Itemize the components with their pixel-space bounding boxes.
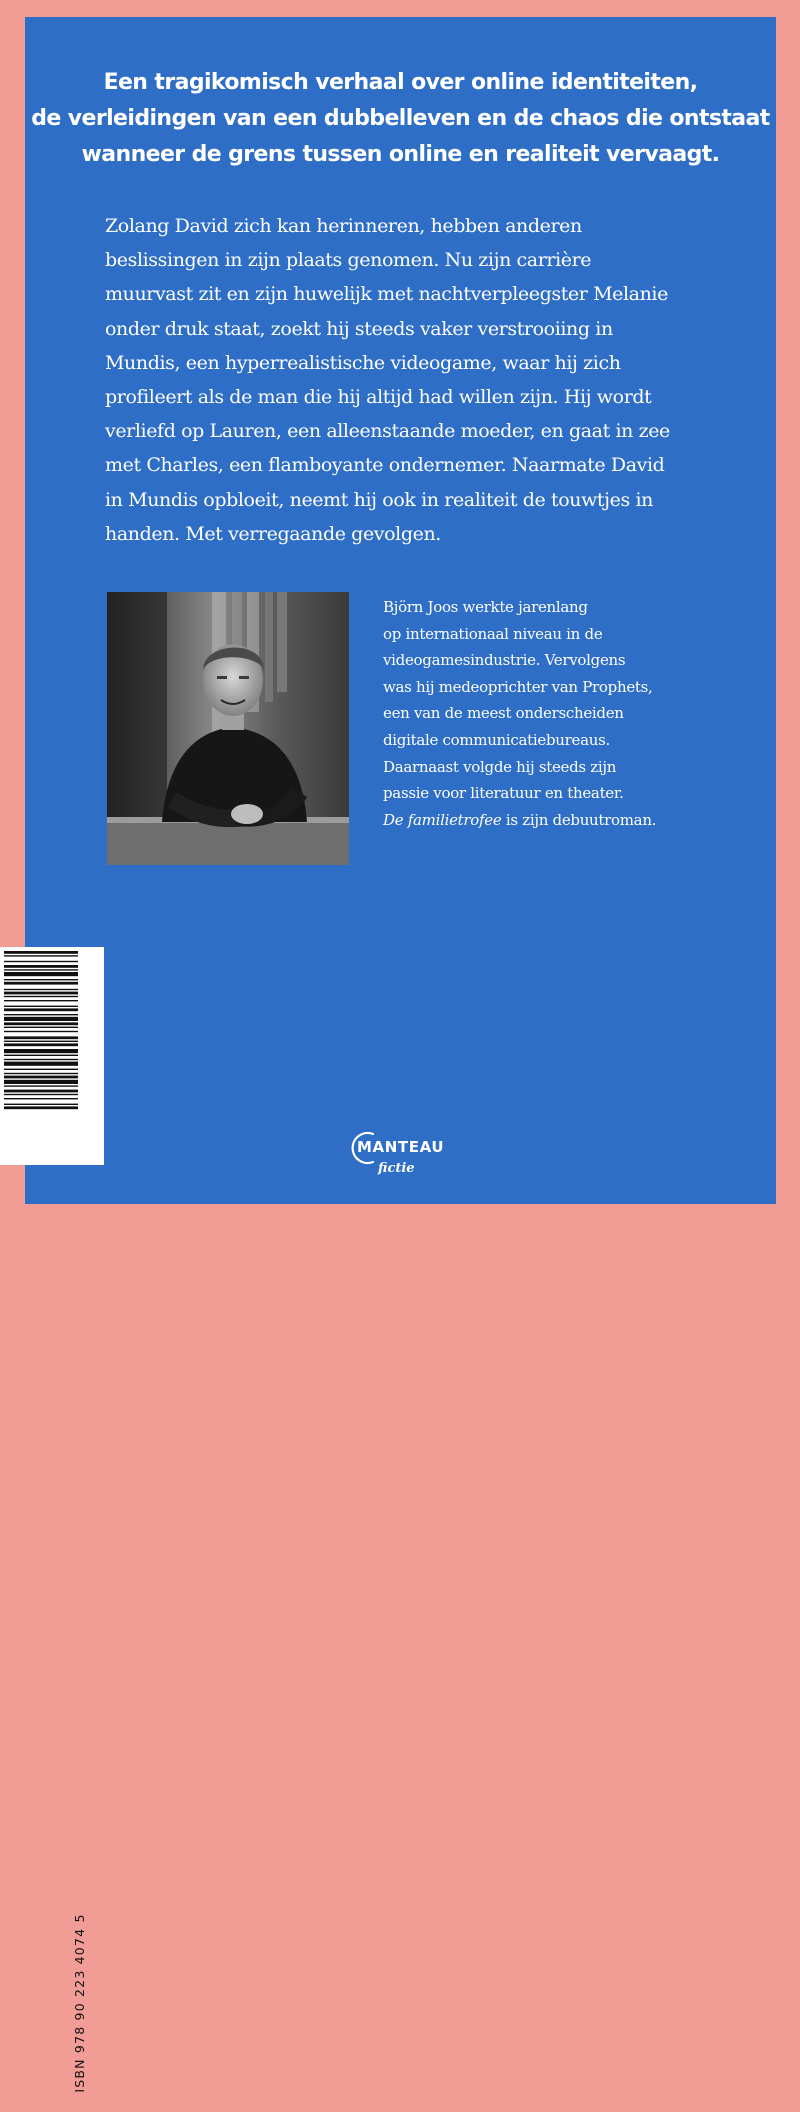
tagline-line: wanneer de grens tussen online en realiteit vervaagt. [81,142,720,167]
author-bio-line: op internationaal niveau in de [383,624,603,643]
synopsis-line: onder druk staat, zoekt hij steeds vaker verstrooiing in [105,317,613,340]
author-bio-line: digitale communicatiebureaus. [383,730,610,749]
author-photo [107,592,349,865]
barcode-icon [0,947,104,1165]
author-bio [383,594,713,833]
author-bio-line-rest: is zijn debuutroman. [501,810,657,829]
author-bio-line: was hij medeoprichter van Prophets, [383,677,653,696]
synopsis-line: in Mundis opbloeit, neemt hij ook in realiteit de touwtjes in [105,488,654,511]
synopsis-line: beslissingen in zijn plaats genomen. Nu zijn carrière [105,249,592,272]
synopsis-line: handen. Met verregaande gevolgen. [105,522,441,545]
back-cover [25,17,776,1204]
tagline-line: de verleidingen van een dubbelleven en de chaos die ontstaat [31,106,770,131]
synopsis-line: met Charles, een flamboyante ondernemer. Naarmate David [105,454,665,477]
tagline-line: Een tragikomisch verhaal over online identiteiten, [103,70,698,95]
book-title: De familietrofee [383,810,502,829]
author-bio-line: videogamesindustrie. Vervolgens [383,651,626,670]
synopsis-line: Zolang David zich kan herinneren, hebben anderen [105,215,582,237]
author-bio-line: Björn Joos werkte jarenlang [383,598,588,616]
publisher-imprint: fictie [378,1161,415,1176]
author-bio-line: een van de meest onderscheiden [383,704,624,723]
synopsis-line: muurvast zit en zijn huwelijk met nachtverpleegster Melanie [105,283,668,306]
tagline [25,65,776,173]
isbn-number: ISBN 978 90 223 4074 5 [72,1913,87,2093]
author-bio-line: passie voor literatuur en theater. [383,784,624,803]
author-bio-last-line [383,807,713,834]
synopsis-line: Mundis, een hyperrealistische videogame, waar hij zich [105,351,621,374]
synopsis [105,209,705,551]
publisher-logo [345,1128,455,1198]
isbn-barcode [0,947,104,2093]
publisher-name: MANTEAU [357,1138,445,1156]
author-bio-line: Daarnaast volgde hij steeds zijn [383,757,617,776]
synopsis-line: verliefd op Lauren, een alleenstaande moeder, en gaat in zee [105,420,670,443]
synopsis-line: profileert als de man die hij altijd had willen zijn. Hij wordt [105,386,652,409]
